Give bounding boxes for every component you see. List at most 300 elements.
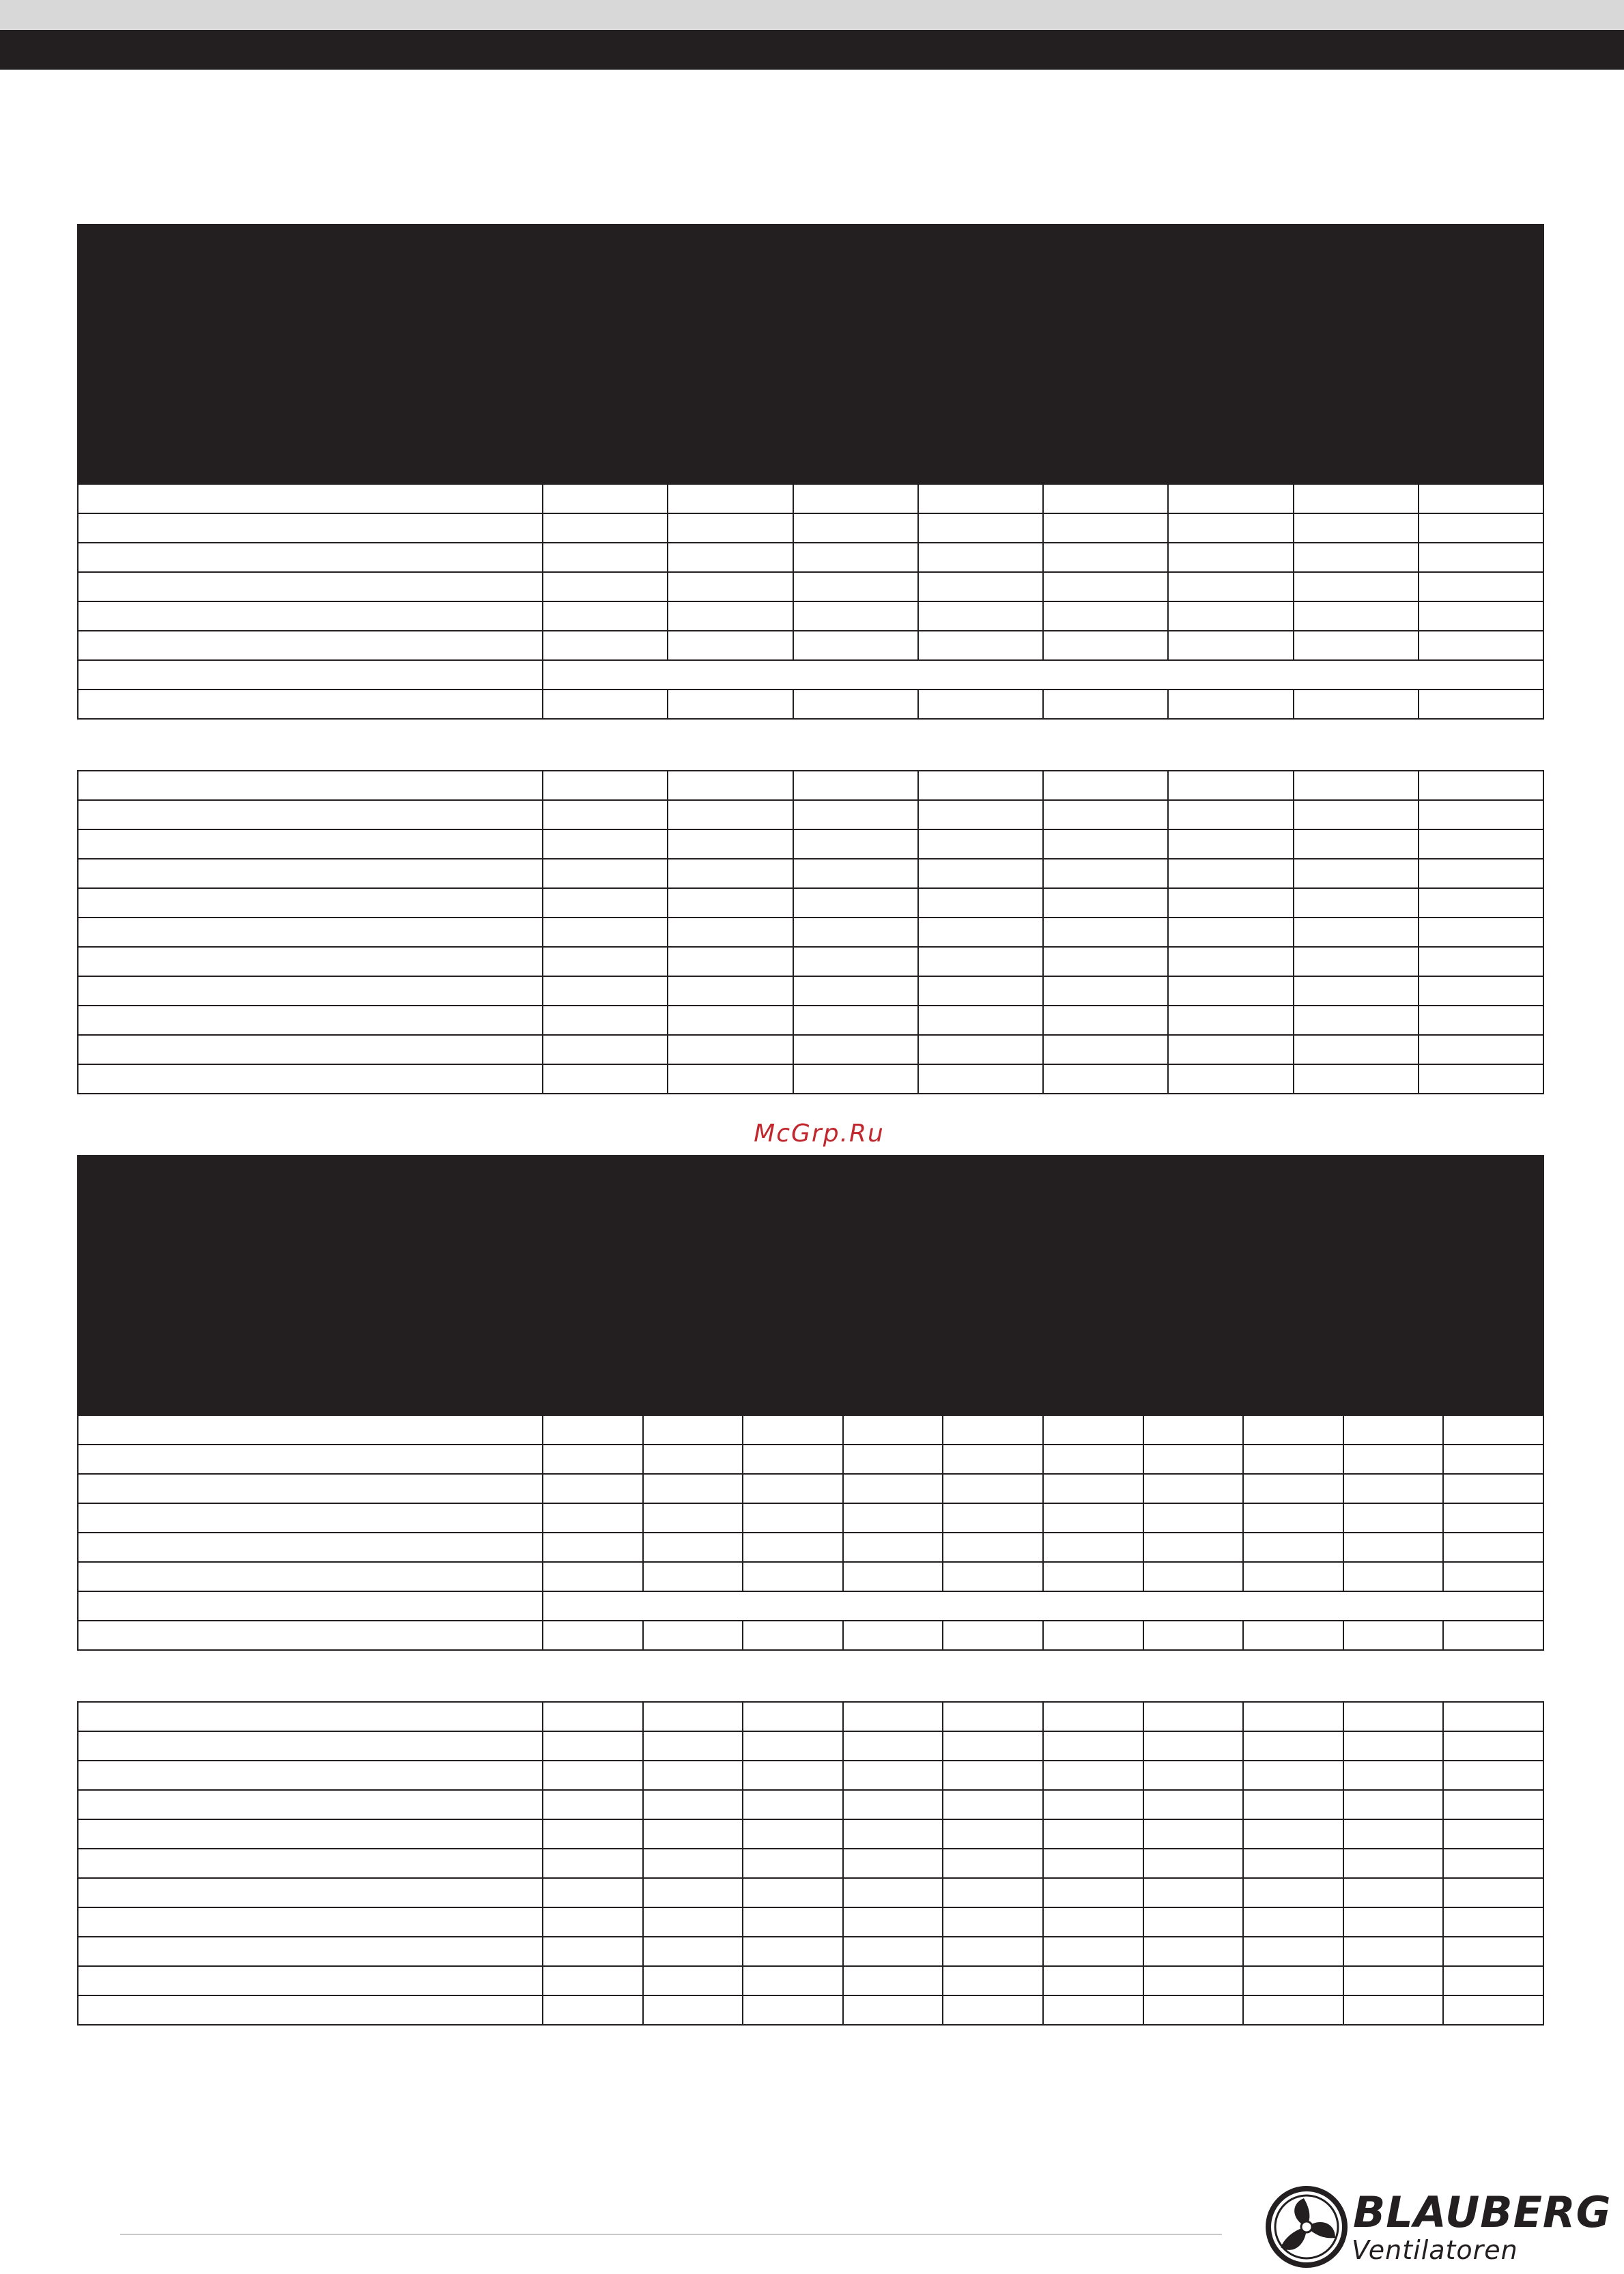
- row-label-cell: [78, 800, 543, 829]
- value-cell: [1043, 572, 1168, 601]
- value-cell: [643, 1415, 743, 1445]
- value-cell: [918, 771, 1043, 800]
- header-model-cell: [843, 1156, 943, 1415]
- value-cell: [1043, 513, 1168, 543]
- brand-name: BLAUBERG: [1353, 2187, 1612, 2237]
- value-cell: [543, 1966, 643, 1995]
- value-cell: [1143, 1445, 1244, 1474]
- value-cell: [943, 1533, 1043, 1562]
- value-cell: [1443, 1995, 1543, 2025]
- value-cell: [743, 1995, 843, 2025]
- value-cell: [793, 513, 918, 543]
- value-cell: [918, 1035, 1043, 1064]
- value-cell: [943, 1819, 1043, 1849]
- value-cell: [918, 572, 1043, 601]
- table-row: [78, 513, 1543, 543]
- value-cell: [1243, 1415, 1343, 1445]
- value-cell: [1243, 1621, 1343, 1650]
- value-cell: [1168, 484, 1293, 513]
- row-label-cell: [78, 1533, 543, 1562]
- value-cell: [543, 1533, 643, 1562]
- value-cell: [1343, 1731, 1444, 1761]
- value-cell: [1143, 1937, 1244, 1966]
- value-cell: [1343, 1621, 1444, 1650]
- value-cell: [793, 1006, 918, 1035]
- value-cell: [1419, 690, 1543, 719]
- value-cell: [643, 1761, 743, 1790]
- value-cell: [643, 1474, 743, 1503]
- value-cell: [668, 859, 793, 888]
- spec-table-3: [77, 1155, 1544, 1651]
- header-model-cell: [668, 225, 793, 484]
- value-cell: [1168, 859, 1293, 888]
- value-cell: [1443, 1966, 1543, 1995]
- value-cell: [1043, 1006, 1168, 1035]
- value-cell: [1419, 918, 1543, 947]
- value-cell: [643, 1533, 743, 1562]
- header-label-cell: [78, 1156, 543, 1415]
- value-cell: [1343, 1702, 1444, 1731]
- header-model-cell: [943, 1156, 1043, 1415]
- value-cell: [643, 1445, 743, 1474]
- value-cell: [543, 1878, 643, 1907]
- value-cell: [1243, 1966, 1343, 1995]
- value-cell: [1043, 1503, 1143, 1533]
- value-cell: [668, 543, 793, 572]
- value-cell: [843, 1445, 943, 1474]
- fan-logo-icon: [1264, 2185, 1349, 2269]
- table-row: [78, 1533, 1543, 1562]
- value-cell: [843, 1474, 943, 1503]
- table-row: [78, 601, 1543, 631]
- row-label-cell: [78, 1474, 543, 1503]
- value-cell: [643, 1995, 743, 2025]
- table-row: [78, 1907, 1543, 1937]
- value-cell: [1043, 947, 1168, 976]
- value-cell: [1443, 1445, 1543, 1474]
- value-cell: [1168, 976, 1293, 1006]
- row-label-cell: [78, 1878, 543, 1907]
- value-cell: [1343, 1533, 1444, 1562]
- header-model-cell: [1143, 1156, 1244, 1415]
- value-cell: [943, 1790, 1043, 1819]
- value-cell: [1143, 1761, 1244, 1790]
- value-cell: [843, 1503, 943, 1533]
- value-cell: [1043, 1937, 1143, 1966]
- table-row: [78, 1035, 1543, 1064]
- header-model-cell: [743, 1156, 843, 1415]
- value-cell: [1243, 1562, 1343, 1591]
- header-model-cell: [543, 225, 668, 484]
- value-cell: [793, 800, 918, 829]
- value-cell: [1168, 771, 1293, 800]
- value-cell: [1243, 1474, 1343, 1503]
- value-cell: [793, 771, 918, 800]
- value-cell: [1243, 1445, 1343, 1474]
- value-cell: [543, 1937, 643, 1966]
- value-cell: [793, 976, 918, 1006]
- value-cell: [1168, 1035, 1293, 1064]
- value-cell: [1443, 1562, 1543, 1591]
- value-cell: [843, 1702, 943, 1731]
- value-cell: [793, 1035, 918, 1064]
- value-cell: [943, 1562, 1043, 1591]
- value-cell: [668, 1035, 793, 1064]
- value-cell: [543, 484, 668, 513]
- value-cell: [1043, 1761, 1143, 1790]
- brand-logo: [1264, 2185, 1612, 2270]
- row-label-cell: [78, 1035, 543, 1064]
- value-cell: [843, 1415, 943, 1445]
- value-cell: [1043, 800, 1168, 829]
- value-cell: [643, 1849, 743, 1878]
- row-label-cell: [78, 1591, 543, 1621]
- value-cell: [843, 1533, 943, 1562]
- value-cell: [643, 1562, 743, 1591]
- value-cell: [1143, 1621, 1244, 1650]
- value-cell: [1294, 1035, 1419, 1064]
- value-cell: [543, 918, 668, 947]
- value-cell: [943, 1878, 1043, 1907]
- row-label-cell: [78, 631, 543, 660]
- spec-table-4: [77, 1701, 1544, 2026]
- watermark: McGrp.Ru: [754, 1120, 885, 1148]
- value-cell: [1343, 1819, 1444, 1849]
- row-label-cell: [78, 1064, 543, 1094]
- value-cell: [1043, 1819, 1143, 1849]
- value-cell: [1294, 572, 1419, 601]
- value-cell: [1143, 1702, 1244, 1731]
- value-cell: [1143, 1907, 1244, 1937]
- row-label-cell: [78, 976, 543, 1006]
- value-cell: [668, 690, 793, 719]
- value-cell: [1168, 601, 1293, 631]
- value-cell: [743, 1937, 843, 1966]
- value-cell: [668, 1064, 793, 1094]
- value-cell: [918, 888, 1043, 918]
- value-cell: [543, 947, 668, 976]
- value-cell: [943, 1849, 1043, 1878]
- value-cell: [943, 1415, 1043, 1445]
- table-row: [78, 1937, 1543, 1966]
- value-cell: [918, 543, 1043, 572]
- value-cell: [918, 829, 1043, 859]
- value-cell: [918, 631, 1043, 660]
- value-cell: [1143, 1790, 1244, 1819]
- value-cell: [943, 1731, 1043, 1761]
- value-cell: [1294, 800, 1419, 829]
- value-cell: [1043, 601, 1168, 631]
- value-cell: [943, 1761, 1043, 1790]
- header-label-cell: [78, 225, 543, 484]
- value-cell: [1243, 1503, 1343, 1533]
- value-cell: [843, 1937, 943, 1966]
- value-cell: [1443, 1937, 1543, 1966]
- value-cell: [918, 601, 1043, 631]
- table-row: [78, 1621, 1543, 1650]
- value-cell: [668, 1006, 793, 1035]
- value-cell: [1168, 1006, 1293, 1035]
- value-cell: [1294, 631, 1419, 660]
- value-cell: [918, 484, 1043, 513]
- value-cell: [1443, 1621, 1543, 1650]
- value-cell: [543, 1995, 643, 2025]
- value-cell: [743, 1562, 843, 1591]
- value-cell: [1168, 800, 1293, 829]
- row-label-cell: [78, 859, 543, 888]
- value-cell: [793, 631, 918, 660]
- value-cell: [1443, 1878, 1543, 1907]
- value-cell: [793, 572, 918, 601]
- value-cell: [543, 1849, 643, 1878]
- value-cell: [1343, 1907, 1444, 1937]
- value-cell: [668, 572, 793, 601]
- value-cell: [1168, 1064, 1293, 1094]
- value-cell: [1419, 859, 1543, 888]
- value-cell: [643, 1966, 743, 1995]
- row-label-cell: [78, 484, 543, 513]
- value-cell: [1043, 1907, 1143, 1937]
- value-cell: [743, 1731, 843, 1761]
- value-cell: [1043, 543, 1168, 572]
- row-label-cell: [78, 1731, 543, 1761]
- value-cell: [543, 1503, 643, 1533]
- value-cell: [1443, 1474, 1543, 1503]
- value-cell: [1343, 1790, 1444, 1819]
- value-cell: [1443, 1819, 1543, 1849]
- value-cell: [918, 918, 1043, 947]
- value-cell: [1043, 1562, 1143, 1591]
- value-cell: [1143, 1415, 1244, 1445]
- header-model-cell: [1043, 225, 1168, 484]
- value-cell: [543, 1761, 643, 1790]
- table-header-row: [78, 225, 1543, 484]
- row-label-cell: [78, 1503, 543, 1533]
- value-cell: [743, 1849, 843, 1878]
- row-label-cell: [78, 1937, 543, 1966]
- value-cell: [543, 1621, 643, 1650]
- value-cell: [1419, 800, 1543, 829]
- value-cell: [1419, 1064, 1543, 1094]
- value-cell: [743, 1790, 843, 1819]
- value-cell: [743, 1445, 843, 1474]
- value-cell: [1143, 1819, 1244, 1849]
- table-row: [78, 1006, 1543, 1035]
- value-cell: [1443, 1702, 1543, 1731]
- value-cell: [1043, 1035, 1168, 1064]
- value-cell: [943, 1621, 1043, 1650]
- value-cell: [1043, 484, 1168, 513]
- value-cell: [1243, 1995, 1343, 2025]
- row-label-cell: [78, 1445, 543, 1474]
- row-label-cell: [78, 1415, 543, 1445]
- header-model-cell: [1343, 1156, 1444, 1415]
- value-cell: [1294, 484, 1419, 513]
- value-cell: [793, 543, 918, 572]
- value-cell: [1343, 1761, 1444, 1790]
- table-header-row: [78, 1156, 1543, 1415]
- table-row: [78, 1474, 1543, 1503]
- value-cell: [943, 1445, 1043, 1474]
- table-row: [78, 976, 1543, 1006]
- value-cell: [1443, 1533, 1543, 1562]
- value-cell: [543, 771, 668, 800]
- value-cell: [918, 690, 1043, 719]
- value-cell: [943, 1503, 1043, 1533]
- value-cell: [668, 918, 793, 947]
- value-cell: [1419, 543, 1543, 572]
- value-cell: [543, 543, 668, 572]
- value-cell: [1419, 513, 1543, 543]
- table-row: [78, 947, 1543, 976]
- value-cell: [843, 1878, 943, 1907]
- header-model-cell: [1243, 1156, 1343, 1415]
- value-cell: [743, 1533, 843, 1562]
- value-cell: [1043, 918, 1168, 947]
- value-cell: [1343, 1445, 1444, 1474]
- value-cell: [1043, 1445, 1143, 1474]
- value-cell: [843, 1966, 943, 1995]
- table-row: [78, 572, 1543, 601]
- value-cell: [668, 513, 793, 543]
- value-cell: [1168, 947, 1293, 976]
- row-label-cell: [78, 1966, 543, 1995]
- brand-tagline: Ventilatoren: [1352, 2235, 1518, 2265]
- value-cell: [1294, 690, 1419, 719]
- value-cell: [843, 1731, 943, 1761]
- table-row: [78, 888, 1543, 918]
- value-cell: [943, 1995, 1043, 2025]
- value-cell: [1243, 1790, 1343, 1819]
- table-row: [78, 800, 1543, 829]
- merged-value-cell: [543, 1591, 1543, 1621]
- value-cell: [793, 888, 918, 918]
- row-label-cell: [78, 572, 543, 601]
- value-cell: [1043, 1621, 1143, 1650]
- value-cell: [843, 1995, 943, 2025]
- value-cell: [668, 771, 793, 800]
- value-cell: [918, 1064, 1043, 1094]
- table-row: [78, 1790, 1543, 1819]
- spec-table-1: [77, 224, 1544, 720]
- value-cell: [743, 1907, 843, 1937]
- value-cell: [543, 859, 668, 888]
- value-cell: [1294, 543, 1419, 572]
- value-cell: [543, 1474, 643, 1503]
- table-row: [78, 771, 1543, 800]
- value-cell: [843, 1621, 943, 1650]
- value-cell: [1294, 771, 1419, 800]
- value-cell: [793, 829, 918, 859]
- value-cell: [668, 947, 793, 976]
- value-cell: [1243, 1731, 1343, 1761]
- value-cell: [1343, 1562, 1444, 1591]
- value-cell: [1419, 1006, 1543, 1035]
- value-cell: [543, 601, 668, 631]
- table-row: [78, 1878, 1543, 1907]
- table-row: [78, 484, 1543, 513]
- table-row: [78, 1415, 1543, 1445]
- header-model-cell: [643, 1156, 743, 1415]
- value-cell: [1294, 947, 1419, 976]
- value-cell: [1043, 1966, 1143, 1995]
- header-model-cell: [543, 1156, 643, 1415]
- value-cell: [1343, 1995, 1444, 2025]
- row-label-cell: [78, 888, 543, 918]
- spec-table-2: [77, 770, 1544, 1094]
- value-cell: [743, 1702, 843, 1731]
- value-cell: [1443, 1415, 1543, 1445]
- value-cell: [1168, 690, 1293, 719]
- value-cell: [943, 1907, 1043, 1937]
- value-cell: [1294, 513, 1419, 543]
- table-row: [78, 690, 1543, 719]
- value-cell: [1043, 1702, 1143, 1731]
- value-cell: [1243, 1533, 1343, 1562]
- header-model-cell: [918, 225, 1043, 484]
- row-label-cell: [78, 829, 543, 859]
- value-cell: [1043, 690, 1168, 719]
- value-cell: [543, 829, 668, 859]
- value-cell: [743, 1503, 843, 1533]
- header-model-cell: [1294, 225, 1419, 484]
- header-model-cell: [1043, 1156, 1143, 1415]
- merged-value-cell: [543, 660, 1543, 690]
- value-cell: [1043, 1064, 1168, 1094]
- value-cell: [1343, 1503, 1444, 1533]
- value-cell: [1443, 1731, 1543, 1761]
- table-row: [78, 1966, 1543, 1995]
- table-row: [78, 543, 1543, 572]
- value-cell: [1043, 976, 1168, 1006]
- value-cell: [1168, 829, 1293, 859]
- value-cell: [543, 631, 668, 660]
- header-model-cell: [1419, 225, 1543, 484]
- value-cell: [1419, 601, 1543, 631]
- value-cell: [543, 1562, 643, 1591]
- value-cell: [918, 800, 1043, 829]
- value-cell: [1168, 513, 1293, 543]
- value-cell: [743, 1474, 843, 1503]
- value-cell: [1419, 829, 1543, 859]
- row-label-cell: [78, 690, 543, 719]
- value-cell: [668, 976, 793, 1006]
- row-label-cell: [78, 513, 543, 543]
- table-row: [78, 1702, 1543, 1731]
- value-cell: [1443, 1907, 1543, 1937]
- value-cell: [543, 1790, 643, 1819]
- value-cell: [668, 888, 793, 918]
- header-model-cell: [1168, 225, 1293, 484]
- value-cell: [1419, 631, 1543, 660]
- value-cell: [843, 1907, 943, 1937]
- row-label-cell: [78, 1702, 543, 1731]
- footer-divider: [120, 2234, 1222, 2235]
- value-cell: [843, 1790, 943, 1819]
- value-cell: [1168, 572, 1293, 601]
- value-cell: [743, 1878, 843, 1907]
- value-cell: [743, 1966, 843, 1995]
- row-label-cell: [78, 918, 543, 947]
- value-cell: [1294, 918, 1419, 947]
- table-row: [78, 1731, 1543, 1761]
- value-cell: [543, 513, 668, 543]
- value-cell: [1043, 1474, 1143, 1503]
- row-label-cell: [78, 543, 543, 572]
- row-label-cell: [78, 601, 543, 631]
- value-cell: [668, 601, 793, 631]
- value-cell: [643, 1790, 743, 1819]
